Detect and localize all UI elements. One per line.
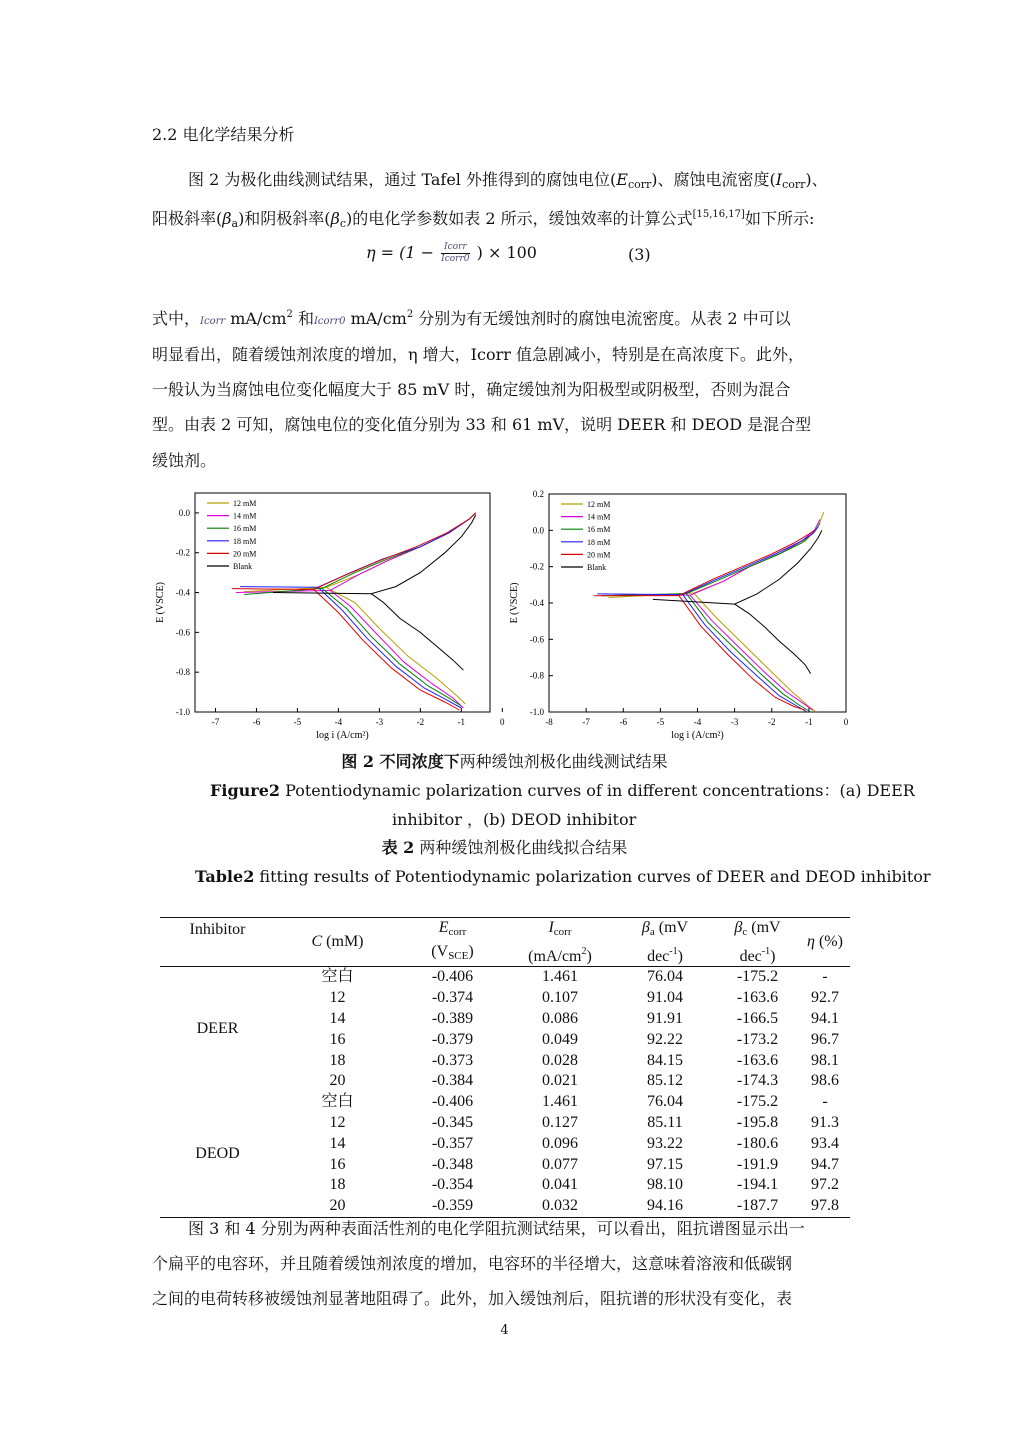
cathodic-curve: [679, 596, 805, 711]
table-cell: -0.357: [431, 1134, 474, 1152]
cathodic-curve: [694, 593, 817, 712]
x-tick-label: -8: [545, 717, 553, 727]
table-cell: -166.5: [736, 1009, 779, 1027]
y-tick-label: 0.0: [532, 525, 544, 536]
legend-label: 14 mM: [587, 512, 611, 522]
y-tick-label: -0.6: [529, 634, 544, 645]
table-cell: -174.3: [736, 1072, 779, 1090]
figure-caption-en-line1: Figure2 Potentiodynamic polarization curves of in different concentrations：(a) DEER: [210, 781, 915, 800]
table-cell: 0.127: [542, 1113, 578, 1131]
table-caption-cn: 表 2 两种缓蚀剂极化曲线拟合结果: [381, 838, 628, 857]
table-cell: -191.9: [736, 1155, 779, 1173]
equation-number: (3): [628, 245, 651, 264]
table-cell: 85.11: [647, 1113, 683, 1131]
header-beta-c: $\beta_c$ (mV dec$^{-1}$): [734, 919, 781, 965]
y-tick-label: 0.0: [178, 507, 190, 518]
table-cell: -0.373: [431, 1051, 474, 1069]
legend-label: Blank: [233, 562, 253, 571]
table-cell: 98.6: [811, 1072, 839, 1090]
legend-label: 20 mM: [233, 549, 257, 559]
table-cell: 1.461: [542, 968, 578, 986]
anodic-curve: [236, 513, 476, 593]
table-cell: 96.7: [811, 1030, 839, 1048]
table-cell: 85.12: [647, 1072, 683, 1090]
y-tick-label: -0.8: [529, 670, 544, 681]
x-tick-label: 0: [500, 717, 505, 727]
table-cell: 14: [329, 1009, 346, 1027]
y-tick-label: -0.4: [175, 587, 190, 598]
legend-label: 16 mM: [233, 524, 257, 534]
header-inhibitor: Inhibitor: [189, 921, 246, 938]
anodic-curve: [605, 519, 820, 595]
anodic-curve: [244, 513, 476, 595]
table-cell: 94.7: [811, 1155, 839, 1173]
table-cell: 93.22: [647, 1134, 683, 1152]
anodic-curve: [273, 515, 476, 594]
x-tick-label: -5: [293, 717, 302, 727]
table-cell: -0.384: [431, 1072, 474, 1090]
header-beta-a: $\beta_a$ (mV dec$^{-1}$): [641, 919, 689, 965]
para3-line2: 个扁平的电容环，并且随着缓蚀剂浓度的增加，电容环的半径增大，这意味着溶液和低碳钢: [152, 1254, 793, 1273]
polarization-chart-deod: [500, 485, 860, 747]
para2-line1: 式中，Icorr $mA/cm^2$ 和Icorr0 $mA/cm^2$ 分别为有无缓蚀剂时的腐蚀电流密度。从表 2 中可以: [152, 309, 791, 328]
legend-label: 18 mM: [587, 537, 611, 547]
x-tick-label: -1: [457, 717, 466, 727]
para2-line2: 明显看出，随着缓蚀剂浓度的增加，η 增大，Icorr 值急剧减小，特别是在高浓度下。此外，: [152, 345, 804, 364]
para3-line1: 图 3 和 4 分别为两种表面活性剂的电化学阻抗测试结果，可以看出，阻抗谱图显示出一: [188, 1219, 805, 1238]
table-cell: -173.2: [736, 1030, 779, 1048]
x-tick-label: -4: [693, 717, 702, 727]
table-cell: 18: [329, 1051, 346, 1069]
y-tick-label: 0.2: [532, 489, 544, 499]
anodic-curve: [601, 523, 820, 596]
legend-label: 12 mM: [233, 499, 257, 508]
table-cell: 0.041: [542, 1176, 578, 1194]
table-cell: 94.16: [647, 1197, 683, 1215]
table-cell: 20: [329, 1197, 346, 1215]
table-cell: -163.6: [736, 1051, 779, 1069]
legend-label: 16 mM: [587, 525, 611, 535]
table-cell: -0.406: [431, 1093, 474, 1111]
y-tick-label: -0.6: [175, 627, 190, 638]
inhibitor-group-name: DEOD: [195, 1145, 240, 1163]
x-tick-label: -7: [211, 717, 220, 727]
table-cell: 84.15: [647, 1051, 683, 1069]
table-cell: 20: [329, 1072, 346, 1090]
legend-label: Blank: [587, 563, 607, 572]
table-cell: -0.379: [431, 1030, 474, 1048]
legend-label: 18 mM: [233, 536, 257, 546]
y-axis-label: E (VSCE): [509, 582, 520, 624]
para2-line3: 一般认为当腐蚀电位变化幅度大于 85 mV 时，确定缓蚀剂为阳极型或阴极型，否则为混合: [152, 380, 791, 399]
x-tick-label: 0: [843, 717, 849, 727]
results-table: [160, 917, 850, 1218]
table-cell: 98.1: [811, 1051, 839, 1069]
table-cell: -195.8: [736, 1113, 779, 1131]
y-tick-label: -0.2: [529, 561, 544, 572]
table-cell: -0.374: [431, 989, 474, 1007]
table-cell: -0.348: [431, 1155, 474, 1173]
cathodic-curve: [330, 590, 463, 708]
legend-label: 20 mM: [587, 550, 611, 560]
table-cell: -175.2: [736, 1093, 779, 1111]
table-cell: 12: [329, 989, 346, 1007]
table-row: [160, 1092, 850, 1113]
table-cell: 0.107: [542, 989, 578, 1007]
table-cell: -194.1: [736, 1176, 779, 1194]
table-cell: -0.389: [431, 1009, 474, 1027]
para3-line3: 之间的电荷转移被缓蚀剂显著地阻碍了。此外，加入缓蚀剂后，阻抗谱的形状没有变化，表: [152, 1289, 793, 1308]
x-tick-label: -3: [730, 717, 739, 727]
table-cell: -0.345: [431, 1113, 474, 1131]
table-cell: 0.096: [542, 1134, 578, 1152]
equation-fraction: Icorr Icorr0: [441, 242, 470, 264]
cathodic-curve: [735, 604, 811, 674]
table-cell: 94.1: [811, 1009, 839, 1027]
x-axis-label: log i (A/cm²): [316, 730, 369, 741]
y-tick-label: -0.8: [175, 667, 190, 678]
header-icorr: $I_{corr}$ $(mA/cm^2)$: [528, 919, 592, 965]
y-tick-label: -1.0: [175, 707, 190, 717]
x-tick-label: -7: [582, 717, 590, 727]
table-cell: 空白: [321, 968, 354, 986]
table-cell: -175.2: [736, 968, 779, 986]
x-tick-label: -1: [805, 717, 813, 727]
x-tick-label: -4: [334, 717, 343, 727]
header-concentration: C (mM): [311, 933, 364, 950]
section-heading: 2.2 电化学结果分析: [152, 125, 295, 144]
figure-caption-en-line2: inhibitor ，(b) DEOD inhibitor: [392, 810, 637, 829]
para1-line2: 阳极斜率$(\beta_a)$和阴极斜率$(\beta_c)$的电化学参数如表 2 所示，缓蚀效率的计算公式[15,16,17]如下所示:: [152, 209, 815, 230]
table-cell: 91.04: [647, 989, 683, 1007]
table-cell: 93.4: [811, 1134, 839, 1152]
table-cell: 98.10: [647, 1176, 683, 1194]
table-cell: 18: [329, 1176, 346, 1194]
table-cell: 91.91: [647, 1009, 683, 1027]
header-ecorr: $E_{corr}$ $(V_{SCE})$: [431, 919, 474, 962]
table-cell: 0.032: [542, 1197, 578, 1215]
table-cell: 92.22: [647, 1030, 683, 1048]
x-tick-label: -2: [416, 717, 425, 727]
table-cell: -163.6: [736, 989, 779, 1007]
cathodic-curve: [326, 587, 465, 704]
para1-line1: 图 2 为极化曲线测试结果，通过 Tafel 外推得到的腐蚀电位$(E_{corr})$、腐蚀电流密度$(I_{corr})$、: [188, 170, 828, 191]
table-cell: 76.04: [647, 1093, 683, 1111]
table-cell: 0.086: [542, 1009, 578, 1027]
table-cell: 0.077: [542, 1155, 578, 1173]
table-cell: 97.8: [811, 1197, 839, 1215]
table-cell: -0.354: [431, 1176, 474, 1194]
table-cell: 空白: [321, 1093, 354, 1111]
table-cell: -: [822, 968, 828, 986]
table-cell: 97.15: [647, 1155, 683, 1173]
table-cell: -0.359: [431, 1197, 474, 1215]
table-caption-en: Table2 fitting results of Potentiodynamic polarization curves of DEER and DEOD inhibitor: [195, 867, 931, 886]
x-axis-label: log i (A/cm²): [671, 730, 724, 741]
table-cell: 97.2: [811, 1176, 839, 1194]
table-cell: 91.3: [811, 1113, 839, 1131]
x-tick-label: -6: [619, 717, 627, 727]
x-tick-label: -6: [252, 717, 261, 727]
page-number: 4: [500, 1323, 509, 1338]
x-tick-label: -3: [375, 717, 384, 727]
anodic-curve: [240, 513, 476, 587]
table-cell: 12: [329, 1113, 346, 1131]
figure-caption-cn: 图 2 不同浓度下两种缓蚀剂极化曲线测试结果: [341, 752, 668, 771]
y-tick-label: -0.2: [175, 547, 190, 558]
table-cell: 0.021: [542, 1072, 578, 1090]
table-cell: 16: [329, 1155, 346, 1173]
y-axis-label: E (VSCE): [155, 582, 166, 623]
table-cell: -187.7: [736, 1197, 779, 1215]
para2-line4: 型。由表 2 可知，腐蚀电位的变化值分别为 33 和 61 mV，说明 DEER 和 DEOD 是混合型: [152, 415, 812, 434]
table-cell: 76.04: [647, 968, 683, 986]
cathodic-curve: [322, 588, 461, 706]
table-row: [160, 967, 850, 988]
legend-label: 12 mM: [587, 500, 611, 509]
cathodic-curve: [371, 594, 463, 671]
table-cell: 16: [329, 1030, 346, 1048]
inhibitor-group-name: DEER: [196, 1020, 239, 1038]
x-tick-label: -2: [768, 717, 776, 727]
equation: η = (1 − Icorr Icorr0 ) × 100: [366, 242, 537, 264]
table-cell: -180.6: [736, 1134, 779, 1152]
anodic-curve: [244, 513, 476, 592]
para2-line5: 缓蚀剂。: [152, 451, 217, 470]
table-cell: 1.461: [542, 1093, 578, 1111]
polarization-chart-deer: [148, 488, 505, 746]
header-eta: η (%): [807, 933, 843, 950]
y-tick-label: -0.4: [529, 598, 544, 608]
y-tick-label: -1.0: [529, 707, 544, 717]
table-cell: -0.406: [431, 968, 474, 986]
table-cell: 0.028: [542, 1051, 578, 1069]
legend-label: 14 mM: [233, 511, 257, 521]
table-cell: 0.049: [542, 1030, 578, 1048]
table-cell: -: [822, 1093, 828, 1111]
table-cell: 92.7: [811, 989, 839, 1007]
x-tick-label: -5: [656, 717, 665, 727]
table-cell: 14: [329, 1134, 346, 1152]
